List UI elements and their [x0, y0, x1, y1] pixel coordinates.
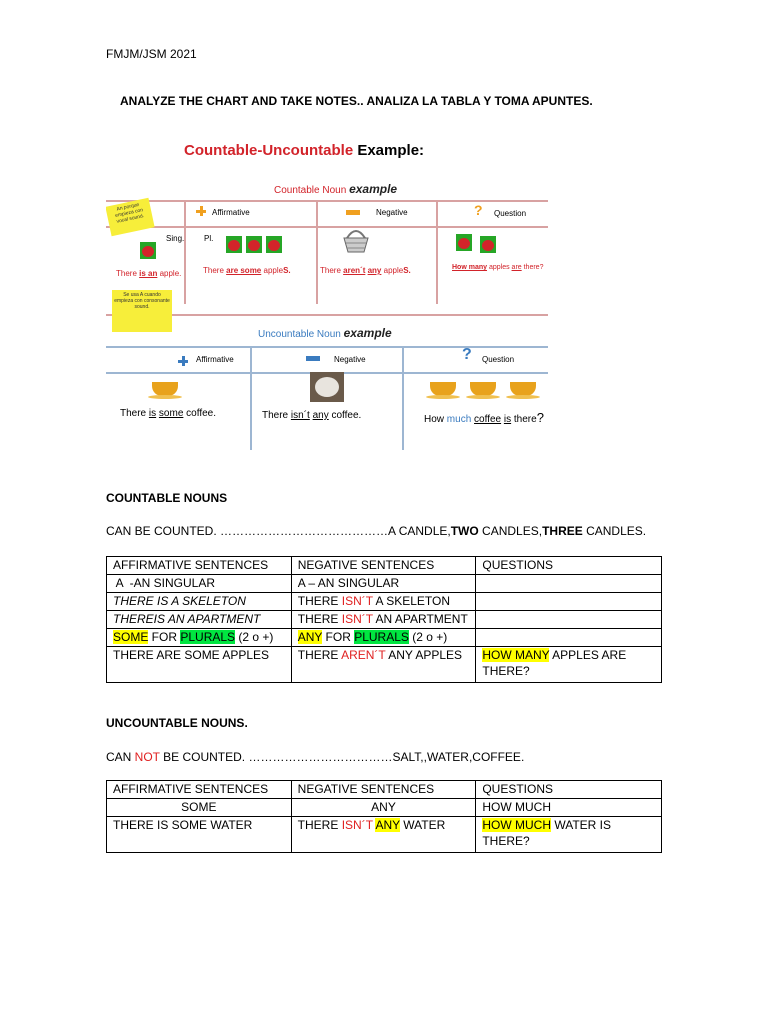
text-part: THERE	[297, 818, 342, 832]
text-part: BE COUNTED. ………………………………	[159, 750, 393, 764]
text-part: S.	[403, 266, 411, 275]
empty-cup-photo	[310, 372, 344, 402]
table-header: NEGATIVE SENTENCES	[291, 557, 476, 575]
table-header: QUESTIONS	[476, 557, 662, 575]
sticky-note-vowel: An porque empieza con vocal sound.	[106, 198, 155, 236]
uncountable-divider-1	[250, 346, 252, 450]
plus-icon	[178, 356, 188, 366]
text-part: ISN´T	[341, 818, 373, 832]
plus-icon	[196, 206, 206, 216]
basket-icon	[342, 224, 370, 254]
instruction-text: ANALYZE THE CHART AND TAKE NOTES.. ANALIZA LA TABLA Y TOMA APUNTES.	[120, 94, 593, 108]
text-part: any	[312, 410, 329, 421]
text-part: AREN´T	[341, 648, 386, 662]
table-row	[107, 575, 662, 593]
countable-uncountable-chart	[106, 136, 548, 456]
apple-icon	[480, 236, 496, 253]
text-part: ANY	[297, 630, 323, 644]
text-part: HOW MANY	[482, 648, 550, 662]
text-part: coffee.	[183, 408, 216, 419]
uncountable-sentence-negative	[262, 410, 361, 421]
apple-icon	[140, 242, 156, 259]
table-cell: THEREIS AN APARTMENT	[107, 611, 292, 629]
uncountable-sentence-question	[424, 410, 544, 425]
text-part: APPLES ARE	[549, 648, 627, 662]
table-cell	[291, 817, 476, 853]
text-part: is	[503, 414, 512, 425]
table-cell: A – AN SINGULAR	[291, 575, 476, 593]
countable-divider-2	[316, 200, 318, 304]
text-part: there?	[521, 264, 544, 271]
table-cell	[476, 629, 662, 647]
text-part: is	[148, 408, 157, 419]
countable-sentence-question	[452, 264, 543, 271]
pl-label: Pl.	[204, 234, 214, 243]
coffee-cup-icon	[466, 378, 500, 398]
table-header: AFFIRMATIVE SENTENCES	[107, 781, 292, 799]
question-icon: ?	[474, 202, 483, 218]
countable-table	[106, 556, 662, 683]
text-part: WATER IS	[550, 818, 611, 832]
text-part: apple	[381, 266, 404, 275]
uncountable-divider-2	[402, 346, 404, 450]
table-cell	[476, 575, 662, 593]
table-header: NEGATIVE SENTENCES	[291, 781, 476, 799]
text-part: (2 o +)	[235, 630, 274, 644]
table-cell	[291, 593, 476, 611]
text-part: A CANDLE,	[388, 524, 451, 538]
minus-icon	[346, 210, 360, 215]
text-part: THERE	[297, 612, 342, 626]
text-part: aren´t	[343, 266, 366, 275]
text-part: TWO	[450, 524, 479, 538]
uncountable-sentence-affirmative	[120, 408, 216, 419]
table-row	[107, 799, 662, 817]
table-cell	[291, 647, 476, 683]
table-row	[107, 781, 662, 799]
text-part: SOME	[113, 630, 149, 644]
table-cell	[476, 611, 662, 629]
text-part: any	[367, 266, 382, 275]
text-part: THERE	[297, 594, 342, 608]
text-part: AN APARTMENT	[372, 612, 468, 626]
table-row	[107, 629, 662, 647]
text-part: coffee.	[328, 410, 362, 421]
text-part: ISN´T	[341, 594, 373, 608]
text-part: THERE	[297, 648, 342, 662]
sing-label: Sing.	[166, 234, 185, 243]
table-cell	[291, 629, 476, 647]
countable-bottom-line	[106, 314, 548, 316]
countable-sentence-negative	[320, 266, 411, 275]
countable-question-label: Question	[494, 209, 527, 218]
coffee-cup-icon	[426, 378, 460, 398]
table-cell: ANY	[291, 799, 476, 817]
uncountable-title-example: example	[343, 326, 392, 340]
text-part: How	[424, 414, 447, 425]
countable-divider-1	[184, 200, 186, 304]
uncountable-table	[106, 780, 662, 853]
apple-icon	[456, 234, 472, 251]
text-part: WATER	[399, 818, 446, 832]
text-part: A SKELETON	[372, 594, 451, 608]
countable-sentence-singular	[116, 269, 181, 278]
table-row	[107, 557, 662, 575]
table-cell	[291, 611, 476, 629]
chart-title	[184, 142, 424, 159]
countable-definition	[106, 524, 646, 538]
text-part: isn´t	[290, 410, 310, 421]
apple-icon	[266, 236, 282, 253]
table-cell	[476, 817, 662, 853]
table-header: QUESTIONS	[476, 781, 662, 799]
text-part: There	[116, 269, 140, 278]
text-part: PLURALS	[354, 630, 409, 644]
table-cell: SOME	[107, 799, 292, 817]
uncountable-top-line	[106, 346, 548, 348]
text-part: much	[446, 414, 472, 425]
text-part: CAN	[106, 750, 135, 764]
table-cell: HOW MUCH	[476, 799, 662, 817]
text-part: ANY	[375, 818, 400, 832]
text-part: FOR	[148, 630, 181, 644]
table-cell: A -AN SINGULAR	[107, 575, 292, 593]
coffee-cup-icon	[148, 378, 182, 398]
text-part: There	[203, 266, 227, 275]
table-cell: THERE ARE SOME APPLES	[107, 647, 292, 683]
minus-icon	[306, 356, 320, 361]
text-part: There	[262, 410, 291, 421]
text-part: ISN´T	[341, 612, 373, 626]
document-code: FMJM/JSM 2021	[106, 47, 197, 61]
question-icon: ?	[462, 346, 472, 363]
text-part: coffee	[474, 414, 502, 425]
countable-title	[274, 182, 397, 196]
countable-affirmative-label: Affirmative	[212, 208, 250, 217]
coffee-cup-icon	[506, 378, 540, 398]
countable-negative-label: Negative	[376, 208, 408, 217]
text-part: S.	[283, 266, 291, 275]
countable-title-example: example	[349, 182, 398, 196]
text-part: are some	[226, 266, 262, 275]
table-cell	[476, 647, 662, 683]
text-part: some	[158, 408, 184, 419]
table-row	[107, 593, 662, 611]
text-part: NOT	[134, 750, 160, 764]
text-part: SALT,,WATER,COFFEE.	[392, 750, 525, 764]
text-part: PLURALS	[180, 630, 236, 644]
apple-icon	[246, 236, 262, 253]
text-part: apples	[487, 264, 512, 271]
table-cell	[107, 629, 292, 647]
uncountable-heading: UNCOUNTABLE NOUNS.	[106, 716, 248, 730]
table-cell	[476, 593, 662, 611]
text-part: FOR	[322, 630, 355, 644]
uncountable-title	[258, 326, 392, 340]
chart-title-red: Countable-Uncountable	[184, 142, 354, 159]
countable-header-line	[106, 226, 548, 228]
countable-heading: COUNTABLE NOUNS	[106, 491, 228, 505]
uncountable-definition	[106, 750, 524, 764]
text-part: CANDLES.	[582, 524, 647, 538]
text-part: apple	[261, 266, 284, 275]
chart-title-black: Example:	[353, 142, 425, 159]
sticky-note-consonant: Se usa A cuando empieza con consonante sound.	[112, 290, 172, 332]
table-cell: THERE IS SOME WATER	[107, 817, 292, 853]
text-part: (2 o +)	[408, 630, 448, 644]
countable-divider-3	[436, 200, 438, 304]
text-part: ANY APPLES	[385, 648, 463, 662]
uncountable-negative-label: Negative	[334, 355, 366, 364]
table-row	[107, 647, 662, 683]
table-row	[107, 611, 662, 629]
text-part: CANDLES,	[478, 524, 543, 538]
table-header: AFFIRMATIVE SENTENCES	[107, 557, 292, 575]
text-part: THERE?	[482, 834, 530, 848]
countable-title-text: Countable Noun	[274, 185, 350, 196]
text-part: there	[511, 414, 537, 425]
text-part: There	[320, 266, 344, 275]
text-part: THERE?	[482, 664, 530, 678]
uncountable-question-label: Question	[482, 355, 515, 364]
table-cell: THERE IS A SKELETON	[107, 593, 292, 611]
text-part: THREE	[542, 524, 583, 538]
text-part: There	[120, 408, 149, 419]
uncountable-title-text: Uncountable Noun	[258, 329, 344, 340]
text-part: apple.	[157, 269, 182, 278]
countable-sentence-plural	[203, 266, 291, 275]
uncountable-affirmative-label: Affirmative	[196, 355, 234, 364]
text-part: is an	[139, 269, 158, 278]
table-row	[107, 817, 662, 853]
text-part: ?	[536, 410, 544, 425]
text-part: HOW MUCH	[482, 818, 551, 832]
text-part: How many	[452, 264, 488, 271]
apple-icon	[226, 236, 242, 253]
text-part: CAN BE COUNTED. ……………………………………	[106, 524, 389, 538]
text-part: are	[511, 264, 522, 271]
